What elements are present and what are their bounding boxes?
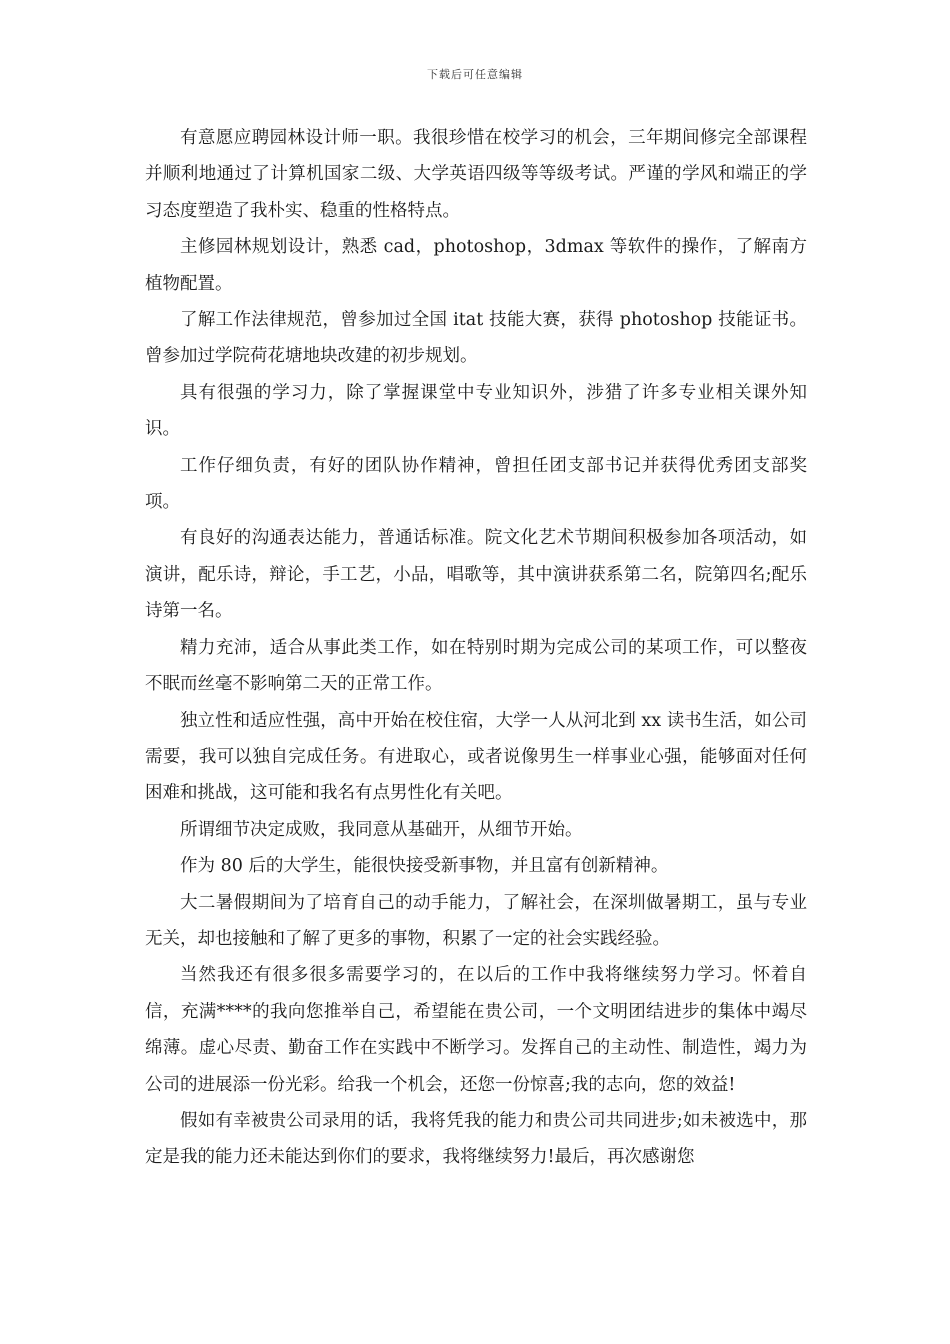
paragraph: 假如有幸被贵公司录用的话，我将凭我的能力和贵公司共同进步;如未被选中，那定是我的能力还未能达到你们的要求，我将继续努力!最后，再次感谢您 [145, 1110, 807, 1168]
paragraph: 独立性和适应性强，高中开始在校住宿，大学一人从河北到 xx 读书生活，如公司需要，我可以独自完成任务。有进取心，或者说像男生一样事业心强，能够面对任何困难和挑战，这可能和我名有点男性化有关吧。 [145, 710, 807, 804]
paragraph: 主修园林规划设计，熟悉 cad，photoshop，3dmax 等软件的操作，了解南方植物配置。 [145, 237, 807, 294]
paragraph: 精力充沛，适合从事此类工作，如在特别时期为完成公司的某项工作，可以整夜不眠而丝毫不影响第二天的正常工作。 [145, 637, 807, 695]
paragraph: 了解工作法律规范，曾参加过全国 itat 技能大赛，获得 photoshop 技能证书。曾参加过学院荷花塘地块改建的初步规划。 [145, 310, 807, 367]
paragraph: 当然我还有很多很多需要学习的，在以后的工作中我将继续努力学习。怀着自信，充满****的我向您推举自己，希望能在贵公司，一个文明团结进步的集体中竭尽绵薄。虚心尽责、勤奋工作在实践中不断学习。发挥自己的主动性、制造性，竭力为公司的进展添一份光彩。给我一个机会，还您一份惊喜;我的志向，您的效益! [145, 965, 807, 1095]
paragraph: 工作仔细负责，有好的团队协作精神，曾担任团支部书记并获得优秀团支部奖项。 [145, 455, 807, 513]
paragraph: 有良好的沟通表达能力，普通话标准。院文化艺术节期间积极参加各项活动，如演讲，配乐诗，辩论，手工艺，小品，唱歌等，其中演讲获系第二名，院第四名;配乐诗第一名。 [145, 528, 807, 622]
paragraph: 具有很强的学习力，除了掌握课堂中专业知识外，涉猎了许多专业相关课外知识。 [145, 382, 807, 440]
paragraph: 作为 80 后的大学生，能很快接受新事物，并且富有创新精神。 [180, 856, 669, 877]
paragraph: 大二暑假期间为了培育自己的动手能力，了解社会，在深圳做暑期工，虽与专业无关，却也接触和了解了更多的事物，积累了一定的社会实践经验。 [145, 892, 807, 949]
document-body [145, 120, 807, 1176]
paragraph: 所谓细节决定成败，我同意从基础开，从细节开始。 [180, 819, 583, 840]
page-header: 下载后可任意编辑 [427, 68, 523, 81]
paragraph: 有意愿应聘园林设计师一职。我很珍惜在校学习的机会，三年期间修完全部课程并顺利地通过了计算机国家二级、大学英语四级等等级考试。严谨的学风和端正的学习态度塑造了我朴实、稳重的性格特点。 [145, 128, 807, 221]
